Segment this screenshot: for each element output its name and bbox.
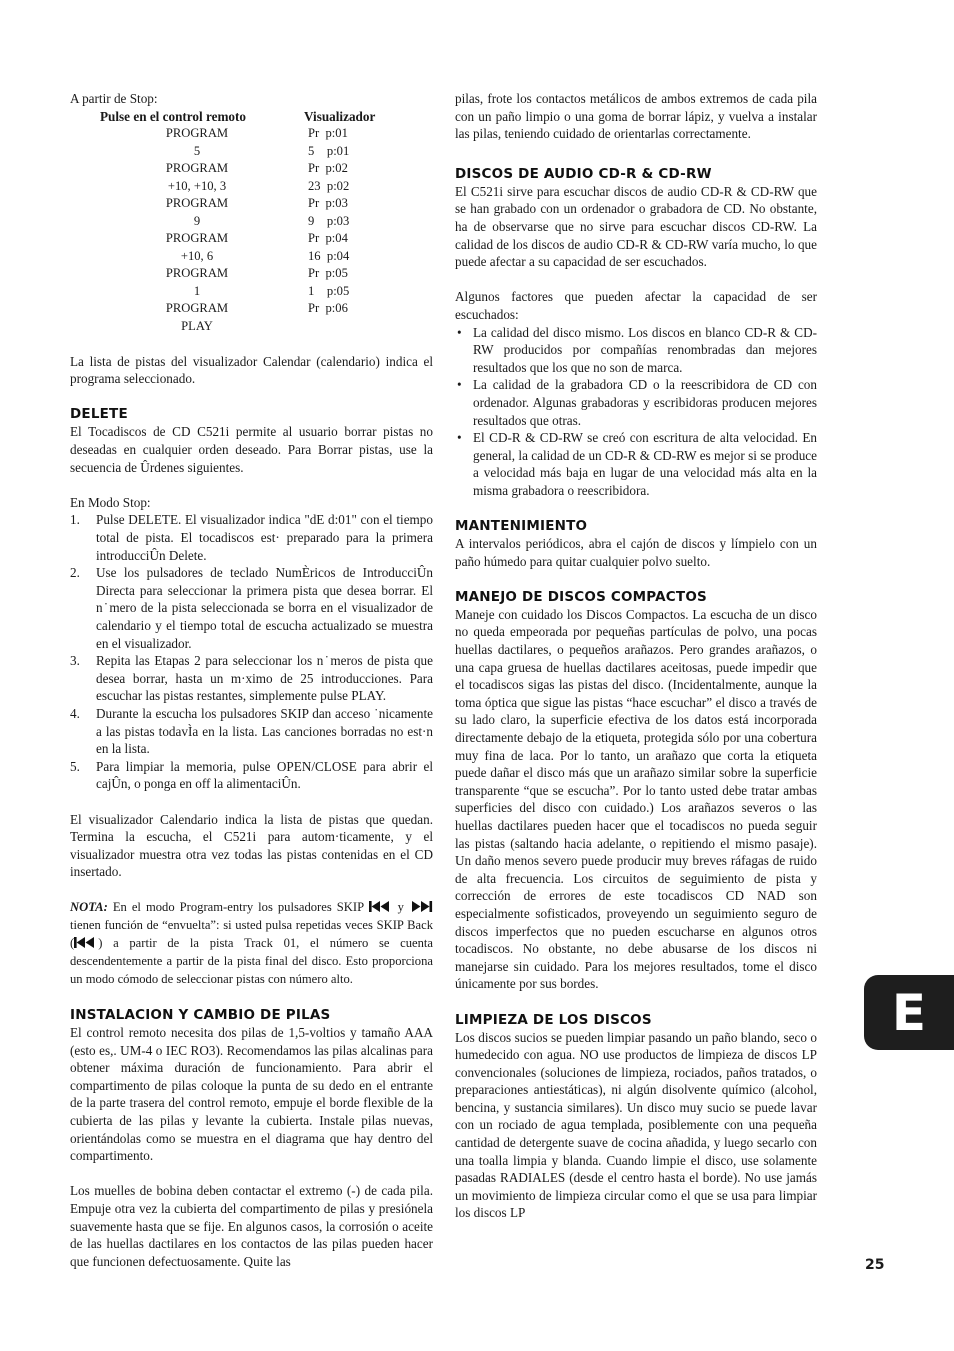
batteries-heading: INSTALACION Y CAMBIO DE PILAS (70, 1007, 331, 1024)
table-row (70, 230, 375, 248)
batteries-text-1: El control remoto necesita dos pilas de 1,5-voltios y tamaño AAA (esto es,. UM-4 o IEC RO3). Recomendamos las pilas alcalinas para obtener máxima duración de funcionamiento. Para abrir el compartimento de pilas coloque la punta de su dedo en el entrante de la parte trasera del control remoto, empuje el borde flexible de la cubierta de las pilas y levante la cubierta. Instale pilas nuevas, orientándolas como se muestra en el diagrama que hay dentro del compartimento. (70, 1025, 433, 1164)
remote-key-cell: PLAY (181, 318, 213, 333)
skip-back-icon (74, 936, 98, 954)
list-item (455, 429, 817, 499)
remote-key-cell: PROGRAM (165, 301, 229, 316)
table-row (70, 125, 375, 143)
section-tab (864, 975, 954, 1050)
table-row (70, 318, 375, 336)
note-part3: ) a partir de la pista Track 01, el número se cuenta descendentemente a partir de la pista final del disco. Esto proporciona un modo cómodo de seleccionar pistas con número alto. (70, 935, 433, 986)
bullet-text: La calidad del disco mismo. Los discos en blanco CD-R & CD-RW producidos por compañías renombradas dan mejores resultados que los que no son de marca. (473, 324, 817, 375)
batteries-continued: pilas, frote los contactos metálicos de ambos extremos de cada pila con un paño limpio o una goma de borrar lápiz, y vuelva a instalar las pilas, teniendo cuidado de orientarlas correctamente. (455, 91, 817, 142)
cdr-heading: DISCOS DE AUDIO CD-R & CD-RW (455, 165, 712, 182)
cleaning-heading: LIMPIEZA DE LOS DISCOS (455, 1011, 652, 1028)
left-column (70, 90, 433, 1270)
list-item (70, 564, 433, 652)
remote-key-cell: 9 (193, 213, 201, 228)
note-part2: tienen función de “envuelta”: si usted pulsa repetidas veces SKIP Back ( (70, 918, 433, 950)
calendar-text: El visualizador Calendario indica la lista de pistas que quedan. Termina la escucha, el C521i para autom·ticamente, y el visualizador muestra otra vez todas las pistas contenidas en el CD insertado. (70, 811, 433, 880)
delete-text: El Tocadiscos de CD C521i permite al usuario borrar pistas no deseadas en cualquier orden deseado. Para Borrar pistas, use la secuencia de Ûrdenes siguientes. (70, 424, 433, 475)
remote-key-cell: 1 (193, 283, 201, 298)
remote-key-cell: 5 (193, 143, 201, 158)
bullet-icon: • (457, 324, 462, 340)
note-part1: En el modo Program-entry los pulsadores SKIP (107, 899, 369, 914)
remote-key-cell: PROGRAM (165, 161, 229, 176)
batteries-text-2: Los muelles de bobina deben contactar el extremo (-) de cada pila. Empuje otra vez la cubierta del compartimento de pilas y presiónela suavemente hasta que se fije. En algunos casos, la corrosión o aceite de las huellas dactilares en los contactos de las pilas pueden hacer que funcionen defectuosamente. Quite las (70, 1183, 433, 1269)
handling-heading: MANEJO DE DISCOS COMPACTOS (455, 588, 707, 605)
table-header-display: Visualizador (304, 108, 376, 124)
list-item (70, 652, 433, 705)
calendar-note: La lista de pistas del visualizador Calendar (calendario) indica el programa seleccionado. (70, 353, 433, 387)
display-value-cell: Pr p:06 (308, 301, 348, 316)
handling-text: Maneje con cuidado los Discos Compactos. La escucha de un disco no queda empeorada por pequeñas partículas de polvo, una pocas huellas dactilares, o pequeños arañazos. Pero grandes arañazos, o una capa gruesa de huellas dactilares aceitosas, puede impedir que el tocadiscos sigas las pistas del disco. (Incidentalmente, aunque la toma óptica que sigue las pistas “hace escuchar” el disco a través de su lado claro, la superficie efectiva de los datos está incorporada directamente debajo de la etiqueta, protegida sólo por una cobertura muy fina de laca. Por lo tanto, un arañazo que corta la etiqueta puede dañar el disco más que un arañazo similar sobre la superficie transparente “que se escucha”. Por lo tanto usted debe tratar ambas superficies del disco con cuidado.) Los arañazos severos o las huellas dactilares pueden hacer que el tocadiscos no pueda seguir las pistas (saltando hacia adelante, o repitiendo el mismo pasaje). Un daño menos severo puede producir muy breves ráfagas de ruido de alta frecuencia. Los circuitos de seguimiento de pista y corrección de errores de este tocadiscos CD NAD son especialmente sofisticados, proveyendo un seguimiento seguro de discos imperfectos que no pueden escucharse en algunos otros tocadiscos. No obstante, no debe abusarse de los discos ni manejarse sin cuidado. Para los mejores resultados, tome el disco únicamente por sus bordes. (455, 606, 817, 992)
page-number: 25 (865, 1257, 885, 1273)
step-text: Pulse DELETE. El visualizador indica "dE d:01" con el tiempo total de pista. El tocadiscos est· preparado para la primera introducciÛn Delete. (96, 512, 433, 563)
step-number: 1. (70, 512, 80, 528)
list-item (455, 324, 817, 377)
remote-key-cell: +10, 6 (180, 248, 214, 263)
table-row (70, 143, 375, 161)
list-item (70, 758, 433, 793)
stop-mode-label: En Modo Stop: (70, 494, 151, 510)
display-value-cell (294, 318, 375, 336)
step-text: Use los pulsadores de teclado NumÈricos de IntroducciÛn Directa para seleccionar la primera pista que desea borrar. El n˙mero de la pista seleccionada se borra en el visualizador de calendario y el tiempo total de escucha actualizado se muestra en el visualizador. (96, 565, 433, 651)
bullet-text: El CD-R & CD-RW se creó con escritura de alta velocidad. En general, la calidad de un CD-R & CD-RW es mejor si se produce a velocidad más baja en lugar de una velocidad más alta en la misma grabadora o reescribidora. (473, 430, 817, 498)
display-value-cell: 23 p:02 (308, 178, 350, 193)
program-table (70, 108, 375, 336)
right-column (455, 90, 817, 1222)
bullet-icon: • (457, 377, 462, 393)
table-row (70, 300, 375, 318)
list-item (70, 511, 433, 564)
table-header-remote: Pulse en el control remoto (100, 108, 247, 124)
display-value-cell: Pr p:04 (308, 231, 348, 246)
display-value-cell: Pr p:03 (308, 196, 348, 211)
display-value-cell: 1 p:05 (308, 283, 350, 298)
intro-text: A partir de Stop: (70, 91, 158, 106)
display-value-cell: 16 p:04 (308, 248, 350, 263)
list-item (455, 376, 817, 429)
display-value-cell: 9 p:03 (308, 213, 350, 228)
note-and: y (392, 899, 410, 914)
table-row (70, 195, 375, 213)
remote-key-cell: PROGRAM (165, 196, 229, 211)
maintenance-heading: MANTENIMIENTO (455, 518, 588, 535)
list-item (70, 705, 433, 758)
section-letter: E (891, 983, 927, 1042)
cdr-text-1: El C521i sirve para escuchar discos de audio CD-R & CD-RW que se han grabado con un ordenador o grabadora de CD. No obstante, ha de observarse que no sirve para escuchar discos CD-RW. La calidad de los discos de audio CD-R & CD-RW varía mucho, lo que puede afectar a su capacidad de ser escuchados. (455, 183, 817, 270)
program-table-body (70, 125, 375, 335)
display-value-cell: 5 p:01 (308, 143, 350, 158)
table-row (70, 248, 375, 266)
table-row (70, 178, 375, 196)
table-row (70, 283, 375, 301)
remote-key-cell: PROGRAM (165, 126, 229, 141)
skip-forward-icon (409, 900, 433, 918)
bullet-icon: • (457, 430, 462, 446)
cleaning-text: Los discos sucios se pueden limpiar pasando un paño blando, seco o humedecido con agua. NO use productos de limpieza de discos LP convencionales (soluciones de limpieza, rociados, paños tratados, o preparaciones antiestáticas), ni algún disolvente químico (alcohol, bencina, y sustancia similares). Un disco muy sucio se puede lavar con un rociado de agua templada, posiblemente con una pequeña cantidad de detergente suave de cocina añadida, y luego secarlo con una toalla limpia y blanda. Cuando limpie el disco, use solamente pasadas RADIALES (desde el centro hasta el borde). No use jamás un movimiento de limpieza circular como el que se usa para limpiar los discos LP (455, 1029, 817, 1221)
table-row (70, 213, 375, 231)
remote-key-cell: PROGRAM (165, 231, 229, 246)
step-number: 5. (70, 758, 80, 774)
step-text: Durante la escucha los pulsadores SKIP dan acceso ˙nicamente a las pistas todavÌa en la lista. Las canciones borradas no est·n en la lista. (96, 705, 433, 757)
note-label: NOTA: (70, 899, 108, 914)
maintenance-text: A intervalos periódicos, abra el cajón de discos y límpielo con un paño húmedo para quitar cualquier polvo suelto. (455, 536, 817, 569)
bullet-text: La calidad de la grabadora CD o la reescribidora de CD con ordenador. Algunas grabadoras y escribidoras producen mejores resultados que otras. (473, 377, 817, 428)
skip-back-icon (369, 900, 393, 918)
remote-key-cell: PROGRAM (165, 266, 229, 281)
display-value-cell: Pr p:02 (308, 161, 348, 176)
step-text: Repita las Etapas 2 para seleccionar los n˙meros de pista que desea borrar, hasta un m·ximo de 25 introducciones. Para escuchar las pistas restantes, simplemente pulse PLAY. (96, 653, 433, 704)
note-paragraph (70, 899, 433, 989)
delete-steps-list (70, 511, 433, 793)
cdr-factors-list (455, 324, 817, 500)
table-row (70, 265, 375, 283)
step-text: Para limpiar la memoria, pulse OPEN/CLOSE para abrir el cajÛn, o ponga en off la alimentaciÛn. (96, 758, 433, 792)
cdr-text-2: Algunos factores que pueden afectar la capacidad de ser escuchados: (455, 289, 817, 322)
display-value-cell: Pr p:01 (308, 126, 348, 141)
table-row (70, 160, 375, 178)
step-number: 3. (70, 653, 80, 669)
display-value-cell: Pr p:05 (308, 266, 348, 281)
remote-key-cell: +10, +10, 3 (167, 178, 227, 193)
delete-heading: DELETE (70, 406, 128, 423)
step-number: 2. (70, 565, 80, 581)
step-number: 4. (70, 705, 80, 721)
